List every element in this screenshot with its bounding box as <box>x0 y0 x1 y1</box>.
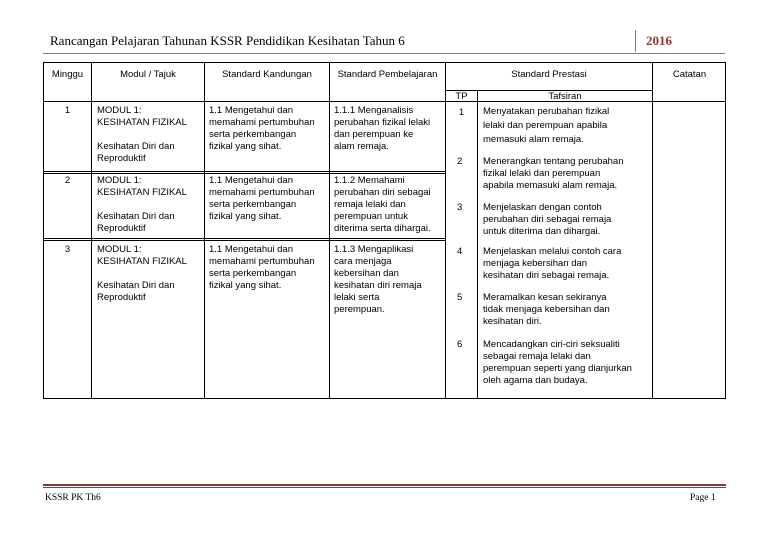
row-divider <box>44 238 445 241</box>
col-divider <box>91 63 92 398</box>
footer-rule <box>43 484 726 486</box>
col-divider <box>652 63 653 398</box>
header-separator <box>635 30 636 52</box>
row3-modul: MODUL 1: KESIHATAN FIZIKAL Kesihatan Diri dan Reproduktif <box>97 244 187 303</box>
col-header-modul: Modul / Tajuk <box>120 69 176 80</box>
header-row-divider <box>44 101 445 102</box>
row2-modul: MODUL 1: KESIHATAN FIZIKAL Kesihatan Diri dan Reproduktif <box>97 175 187 234</box>
row-divider <box>44 171 445 174</box>
row2-minggu: 2 <box>64 175 71 186</box>
tp-level: 6 <box>457 339 463 350</box>
row1-modul: MODUL 1: KESIHATAN FIZIKAL Kesihatan Diri dan Reproduktif <box>97 105 187 164</box>
tp-level: 3 <box>457 202 463 213</box>
col-header-catatan: Catatan <box>672 69 707 80</box>
row1-kandungan: 1.1 Mengetahui dan memahami pertumbuhan serta perkembangan fizikal yang sihat. <box>209 105 315 152</box>
col-divider <box>204 63 205 398</box>
tp-level: 1 <box>458 107 465 118</box>
row1-pembelajaran: 1.1.1 Menganalisis perubahan fizikal lelaki dan perempuan ke alam remaja. <box>334 105 431 152</box>
header-rule <box>43 53 725 54</box>
tafsiran-text: Meramalkan kesan sekiranya tidak menjaga kebersihan dan kesihatan diri. <box>483 292 610 327</box>
tafsiran-text: Menyatakan perubahan fizikal lelaki dan perempuan apabila memasuki alam remaja. <box>483 106 610 145</box>
tafsiran-text: Menerangkan tentang perubahan fizikal lelaki dan perempuan apabila memasuki alam remaja. <box>483 156 624 191</box>
col-header-tafsiran: Tafsiran <box>548 91 582 102</box>
tafsiran-text: Mencadangkan ciri-ciri seksualiti sebagai remaja lelaki dan perempuan seperti yang dianjurkan oleh agama dan budaya. <box>483 339 632 386</box>
row2-pembelajaran: 1.1.2 Memahami perubahan diri sebagai remaja lelaki dan perempuan untuk diterima serta dihargai. <box>334 175 431 234</box>
col-header-minggu: Minggu <box>51 69 84 80</box>
footer-rule <box>43 487 726 488</box>
footer-label: KSSR PK Th6 <box>45 493 101 503</box>
lesson-plan-table <box>43 62 726 399</box>
tafsiran-text: Menjelaskan dengan contoh perubahan diri sebagai remaja untuk diterima dan dihargai. <box>483 202 612 237</box>
col-header-kandungan: Standard Kandungan <box>222 69 312 80</box>
tp-level: 2 <box>457 156 463 167</box>
tafsiran-text: Menjelaskan melalui contoh cara menjaga kebersihan dan kesihatan diri sebagai remaja. <box>483 246 622 281</box>
row3-kandungan: 1.1 Mengetahui dan memahami pertumbuhan serta perkembangan fizikal yang sihat. <box>209 244 315 291</box>
tp-level: 4 <box>457 246 463 257</box>
row3-pembelajaran: 1.1.3 Mengaplikasi cara menjaga kebersihan dan kesihatan diri remaja lelaki serta perempuan. <box>334 244 422 315</box>
col-divider <box>329 63 330 398</box>
col-header-tp: TP <box>455 91 468 102</box>
header-row-divider <box>652 101 726 102</box>
document-year: 2016 <box>646 33 672 48</box>
col-header-prestasi: Standard Prestasi <box>511 69 587 80</box>
row3-minggu: 3 <box>64 244 71 255</box>
page-number: Page 1 <box>690 493 716 503</box>
col-header-pembelajaran: Standard Pembelajaran <box>337 69 438 80</box>
tp-level: 5 <box>457 292 463 303</box>
document-title: Rancangan Pelajaran Tahunan KSSR Pendidikan Kesihatan Tahun 6 <box>50 33 405 48</box>
tp-divider <box>477 90 478 398</box>
row2-kandungan: 1.1 Mengetahui dan memahami pertumbuhan serta perkembangan fizikal yang sihat. <box>209 175 315 222</box>
row1-minggu: 1 <box>64 105 71 116</box>
